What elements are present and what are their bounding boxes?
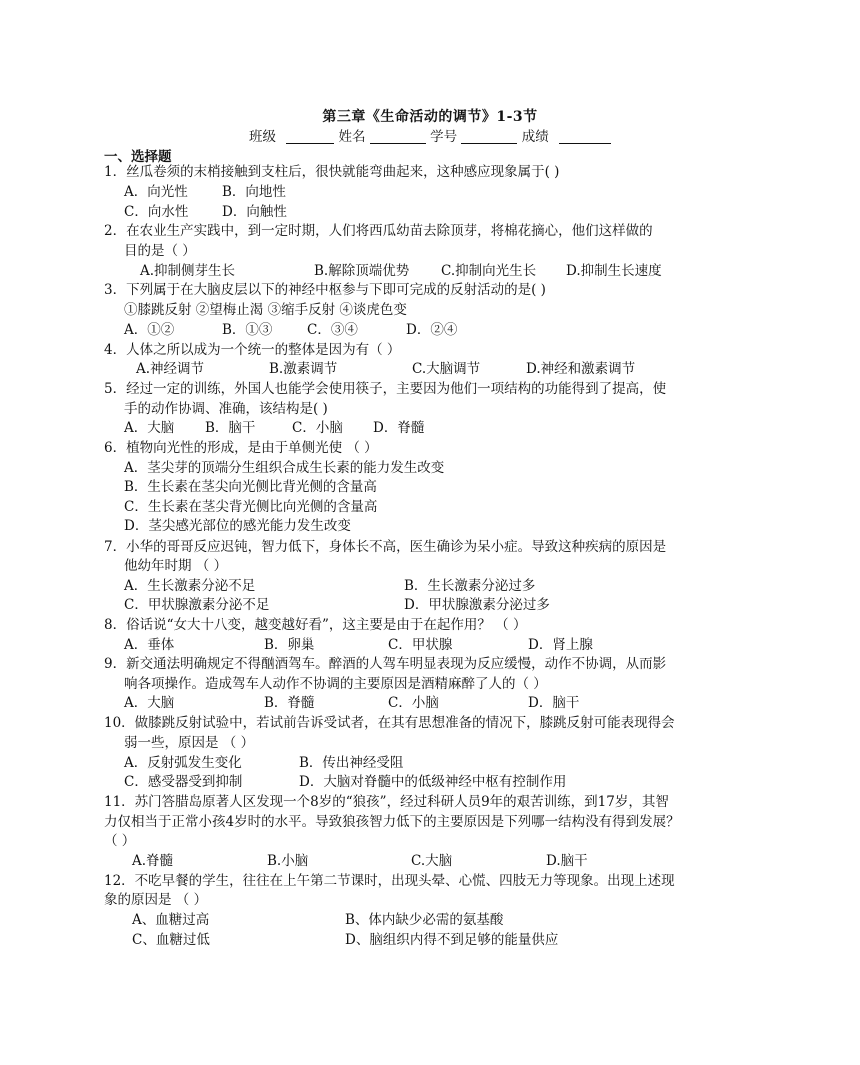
question-3-option-b: B．①③ [222, 322, 273, 338]
question-2-option-d: D.抑制生长速度 [566, 263, 662, 279]
question-8-option-d: D．肾上腺 [528, 637, 593, 653]
question-12-option-d: D、脑组织内得不到足够的能量供应 [345, 932, 559, 948]
question-5-stem: 5．经过一定的训练，外国人也能学会使用筷子，主要因为他们一项结构的功能得到了提高，使 [104, 381, 667, 397]
question-5-option-d: D．脊髓 [373, 420, 425, 436]
question-12-option-a: A、血糖过高 [132, 912, 210, 928]
question-4-stem: 4．人体之所以成为一个统一的整体是因为有（ ） [104, 342, 401, 358]
question-5-option-c: C．小脑 [292, 420, 343, 436]
question-7-option-a: A．生长激素分泌不足 [124, 578, 256, 594]
question-2-option-c: C.抑制向光生长 [441, 263, 537, 279]
question-6-option-d: D．茎尖感光部位的感光能力发生改变 [124, 518, 351, 534]
question-5-stem-cont: 手的动作协调、准确，该结构是( ) [124, 401, 328, 417]
id-blank [461, 129, 517, 144]
question-8-option-a: A．垂体 [124, 637, 175, 653]
name-label: 姓名 [338, 129, 366, 145]
question-3-option-d: D．②④ [406, 322, 458, 338]
question-7-option-c: C．甲状腺激素分泌不足 [124, 597, 270, 613]
question-11-option-d: D.脑干 [546, 853, 588, 869]
question-5-option-b: B．脑干 [205, 420, 256, 436]
question-12-stem-cont: 象的原因是 （ ） [104, 892, 208, 908]
question-9-option-c: C．小脑 [388, 695, 439, 711]
question-12-stem: 12．不吃早餐的学生，往往在上午第二节课时，出现头晕、心慌、四肢无力等现象。出现上述现 [104, 873, 675, 889]
question-3-stem: 3．下列属于在大脑皮层以下的神经中枢参与下即可完成的反射活动的是( ) [104, 282, 546, 298]
question-1-option-c: C．向水性 [124, 204, 189, 220]
question-1-option-d: D．向触性 [222, 204, 287, 220]
question-4-option-b: B.激素调节 [269, 361, 338, 377]
question-1-stem: 1．丝瓜卷须的末梢接触到支柱后，很快就能弯曲起来，这种感应现象属于( ) [104, 164, 560, 180]
question-3-option-a: A．①② [124, 322, 175, 338]
question-12-option-c: C、血糖过低 [132, 932, 210, 948]
question-8-option-c: C．甲状腺 [388, 637, 453, 653]
name-blank [370, 129, 426, 144]
question-4-option-c: C.大脑调节 [412, 361, 481, 377]
question-9-stem-cont: 响各项操作。造成驾车人动作不协调的主要原因是酒精麻醉了人的（ ） [124, 676, 547, 692]
question-1-option-b: B．向地性 [222, 184, 286, 200]
question-10-stem: 10．做膝跳反射试验中，若试前告诉受试者，在其有思想准备的情况下，膝跳反射可能表现得会 [104, 715, 675, 731]
question-7-stem-cont: 他幼年时期 （ ） [124, 558, 228, 574]
question-10-option-c: C．感受器受到抑制 [124, 774, 243, 790]
question-10-option-a: A．反射弧发生变化 [124, 755, 242, 771]
question-11-option-b: B.小脑 [267, 853, 309, 869]
question-11-option-a: A.脊髓 [132, 853, 174, 869]
question-7-stem: 7．小华的哥哥反应迟钝，智力低下，身体长不高，医生确诊为呆小症。导致这种疾病的原因是 [104, 539, 667, 555]
question-9-option-a: A．大脑 [124, 695, 175, 711]
question-11-option-c: C.大脑 [411, 853, 453, 869]
question-4-option-a: A.神经调节 [136, 361, 205, 377]
question-2-option-a: A.抑制侧芽生长 [140, 263, 236, 279]
question-2-stem-cont: 目的是（ ） [124, 243, 196, 259]
question-6-option-a: A．茎尖芽的顶端分生组织合成生长素的能力发生改变 [124, 460, 445, 476]
question-6-option-b: B．生长素在茎尖向光侧比背光侧的含量高 [124, 479, 377, 495]
id-label: 学号 [430, 129, 458, 145]
question-11-stem-cont: 力仅相当于正常小孩4岁时的水平。导致狼孩智力低下的主要原因是下列哪一结构没有得到发展？ [104, 814, 680, 830]
question-11-stem: 11．苏门答腊岛原著人区发现一个8岁的“狼孩”，经过科研人员9年的艰苦训练，到17岁，其智 [104, 794, 669, 810]
question-9-option-d: D．脑干 [528, 695, 580, 711]
question-2-stem: 2．在农业生产实践中，到一定时期，人们将西瓜幼苗去除顶芽，将棉花摘心，他们这样做的 [104, 223, 653, 239]
question-8-stem: 8．俗话说“女大十八变，越变越好看”，这主要是由于在起作用？ （ ） [104, 617, 527, 633]
score-blank [559, 129, 611, 144]
question-9-stem: 9．新交通法明确规定不得酗酒驾车。醉酒的人驾车明显表现为反应缓慢，动作不协调，从而影 [104, 656, 667, 672]
score-label: 成绩 [521, 129, 549, 145]
section-title: 一、选择题 [104, 149, 172, 165]
question-3-items: ①膝跳反射 ②望梅止渴 ③缩手反射 ④谈虎色变 [124, 302, 407, 318]
page-title: 第三章《生命活动的调节》1-3节 [322, 109, 538, 125]
question-6-option-c: C．生长素在茎尖背光侧比向光侧的含量高 [124, 499, 378, 515]
student-info-row [0, 125, 860, 145]
question-1-option-a: A．向光性 [124, 184, 188, 200]
class-label: 班级 [248, 129, 276, 145]
question-12-option-b: B、体内缺少必需的氨基酸 [345, 912, 504, 928]
question-4-option-d: D.神经和激素调节 [526, 361, 636, 377]
question-10-option-b: B．传出神经受阻 [299, 755, 404, 771]
question-6-stem: 6．植物向光性的形成，是由于单侧光使 （ ） [104, 440, 378, 456]
question-5-option-a: A．大脑 [124, 420, 175, 436]
question-10-stem-cont: 弱一些，原因是 （ ） [124, 735, 255, 751]
question-7-option-d: D．甲状腺激素分泌过多 [404, 597, 550, 613]
question-7-option-b: B．生长激素分泌过多 [404, 578, 536, 594]
question-9-option-b: B．脊髓 [264, 695, 315, 711]
question-10-option-d: D．大脑对脊髓中的低级神经中枢有控制作用 [299, 774, 567, 790]
class-blank [286, 129, 334, 144]
question-11-answer-parens: （ ） [104, 833, 136, 849]
question-2-option-b: B.解除顶端优势 [314, 263, 410, 279]
question-3-option-c: C．③④ [307, 322, 358, 338]
question-8-option-b: B．卵巢 [264, 637, 315, 653]
